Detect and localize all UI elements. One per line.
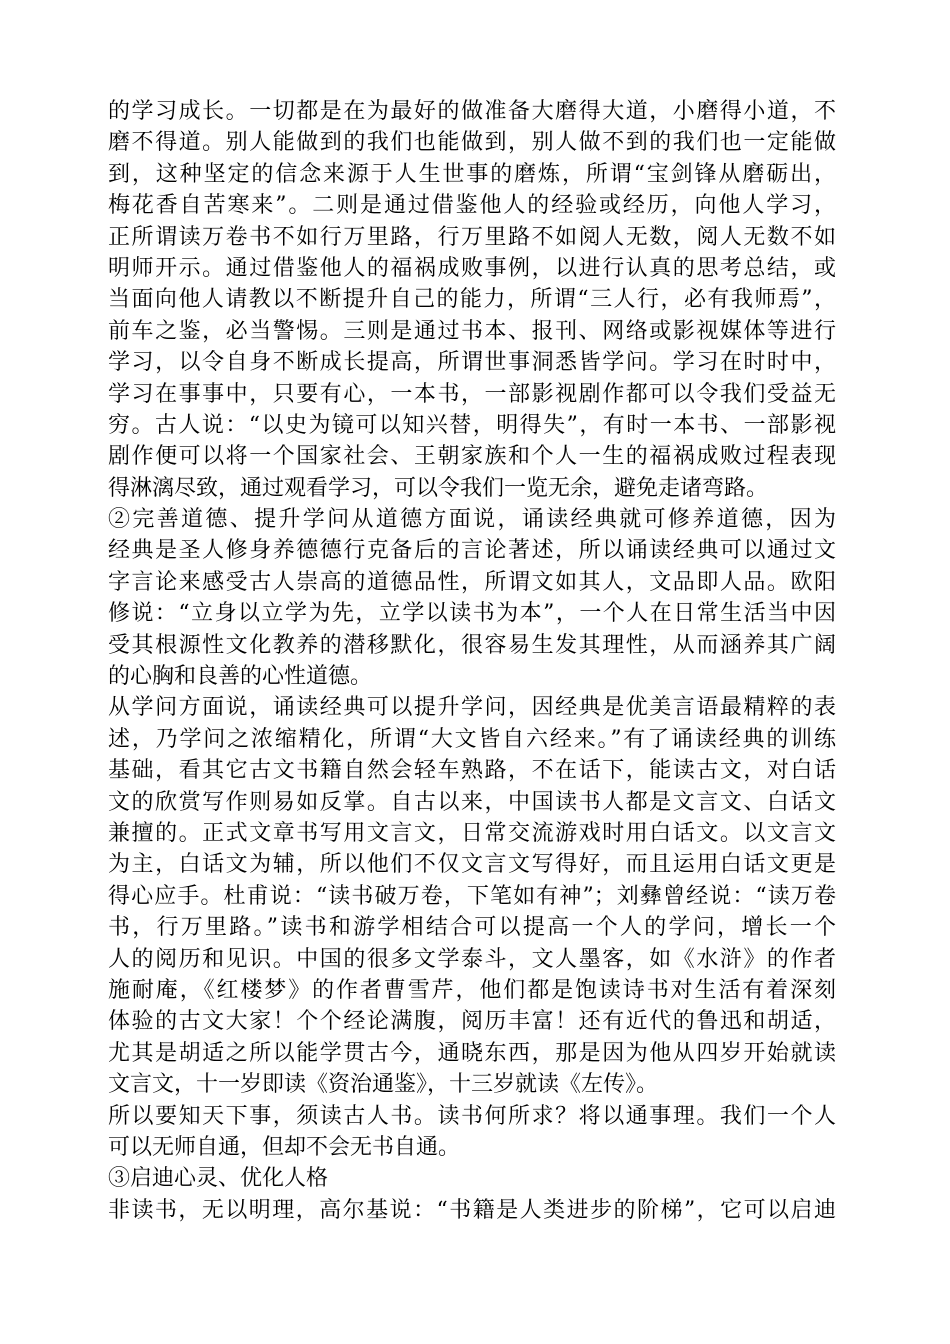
text-line: 字言论来感受古人崇高的道德品性，所谓文如其人，文品即人品。欧阳 xyxy=(108,569,836,595)
text-line: 尤其是胡适之所以能学贯古今，通晓东西，那是因为他从四岁开始就读 xyxy=(108,1040,836,1066)
text-line: 基础，看其它古文书籍自然会轻车熟路，不在话下，能读古文，对白话 xyxy=(108,758,836,784)
text-line: ③启迪心灵、优化人格 xyxy=(108,1166,329,1192)
text-line: 文的欣赏写作则易如反掌。自古以来，中国读书人都是文言文、白话文 xyxy=(108,789,836,815)
text-line: 剧作便可以将一个国家社会、王朝家族和个人一生的福祸成败过程表现 xyxy=(108,444,836,470)
text-line: 所以要知天下事，须读古人书。读书何所求？将以通事理。我们一个人 xyxy=(108,1103,836,1129)
text-line: 正所谓读万卷书不如行万里路，行万里路不如阅人无数，阅人无数不如 xyxy=(108,224,836,250)
text-line: 得心应手。杜甫说：“读书破万卷，下笔如有神”；刘彝曾经说：“读万卷 xyxy=(108,883,836,909)
text-line: ②完善道德、提升学问从道德方面说，诵读经典就可修养道德，因为 xyxy=(108,507,836,533)
text-line: 的心胸和良善的心性道德。 xyxy=(108,664,373,690)
text-line: 非读书，无以明理，高尔基说：“书籍是人类进步的阶梯”，它可以启迪 xyxy=(108,1197,836,1223)
text-line: 受其根源性文化教养的潜移默化，很容易生发其理性，从而涵养其广阔 xyxy=(108,632,836,658)
text-line: 修说：“立身以立学为先，立学以读书为本”，一个人在日常生活当中因 xyxy=(108,601,836,627)
text-line: 磨不得道。别人能做到的我们也能做到，别人做不到的我们也一定能做 xyxy=(108,130,836,156)
text-line: 学习，以令自身不断成长提高，所谓世事洞悉皆学问。学习在时时中， xyxy=(108,350,836,376)
text-line: 可以无师自通，但却不会无书自通。 xyxy=(108,1134,461,1160)
text-line: 为主，白话文为辅，所以他们不仅文言文写得好，而且运用白话文更是 xyxy=(108,852,836,878)
text-line: 施耐庵，《红楼梦》的作者曹雪芹，他们都是饱读诗书对生活有着深刻 xyxy=(108,977,836,1003)
text-line: 从学问方面说，诵读经典可以提升学问，因经典是优美言语最精粹的表 xyxy=(108,695,836,721)
document-body xyxy=(108,96,836,1226)
text-line: 当面向他人请教以不断提升自己的能力，所谓“三人行，必有我师焉”， xyxy=(108,287,836,313)
text-line: 明师开示。通过借鉴他人的福祸成败事例，以进行认真的思考总结，或 xyxy=(108,255,836,281)
text-line: 兼擅的。正式文章书写用文言文，日常交流游戏时用白话文。以文言文 xyxy=(108,820,836,846)
text-line: 的学习成长。一切都是在为最好的做准备大磨得大道，小磨得小道，不 xyxy=(108,99,836,124)
text-line: 前车之鉴，必当警惕。三则是通过书本、报刊、网络或影视媒体等进行 xyxy=(108,318,836,344)
text-line: 学习在事事中，只要有心，一本书，一部影视剧作都可以令我们受益无 xyxy=(108,381,836,407)
text-line: 书，行万里路。”读书和游学相结合可以提高一个人的学问，增长一个 xyxy=(108,915,836,941)
text-line: 体验的古文大家！个个经论满腹，阅历丰富！还有近代的鲁迅和胡适， xyxy=(108,1009,836,1035)
text-line: 梅花香自苦寒来”。二则是通过借鉴他人的经验或经历，向他人学习， xyxy=(108,193,836,219)
text-line: 得淋漓尽致，通过观看学习，可以令我们一览无余，避免走诸弯路。 xyxy=(108,475,769,501)
text-line: 穷。古人说：“以史为镜可以知兴替，明得失”，有时一本书、一部影视 xyxy=(108,412,836,438)
text-line: 经典是圣人修身养德德行克备后的言论著述，所以诵读经典可以通过文 xyxy=(108,538,836,564)
text-line: 到，这种坚定的信念来源于人生世事的磨炼，所谓“宝剑锋从磨砺出， xyxy=(108,161,836,187)
text-line: 述，乃学问之浓缩精化，所谓“大文皆自六经来。”有了诵读经典的训练 xyxy=(108,726,836,752)
text-line: 文言文，十一岁即读《资治通鉴》，十三岁就读《左传》。 xyxy=(108,1072,659,1098)
text-line: 人的阅历和见识。中国的很多文学泰斗，文人墨客，如《水浒》的作者 xyxy=(108,946,836,972)
